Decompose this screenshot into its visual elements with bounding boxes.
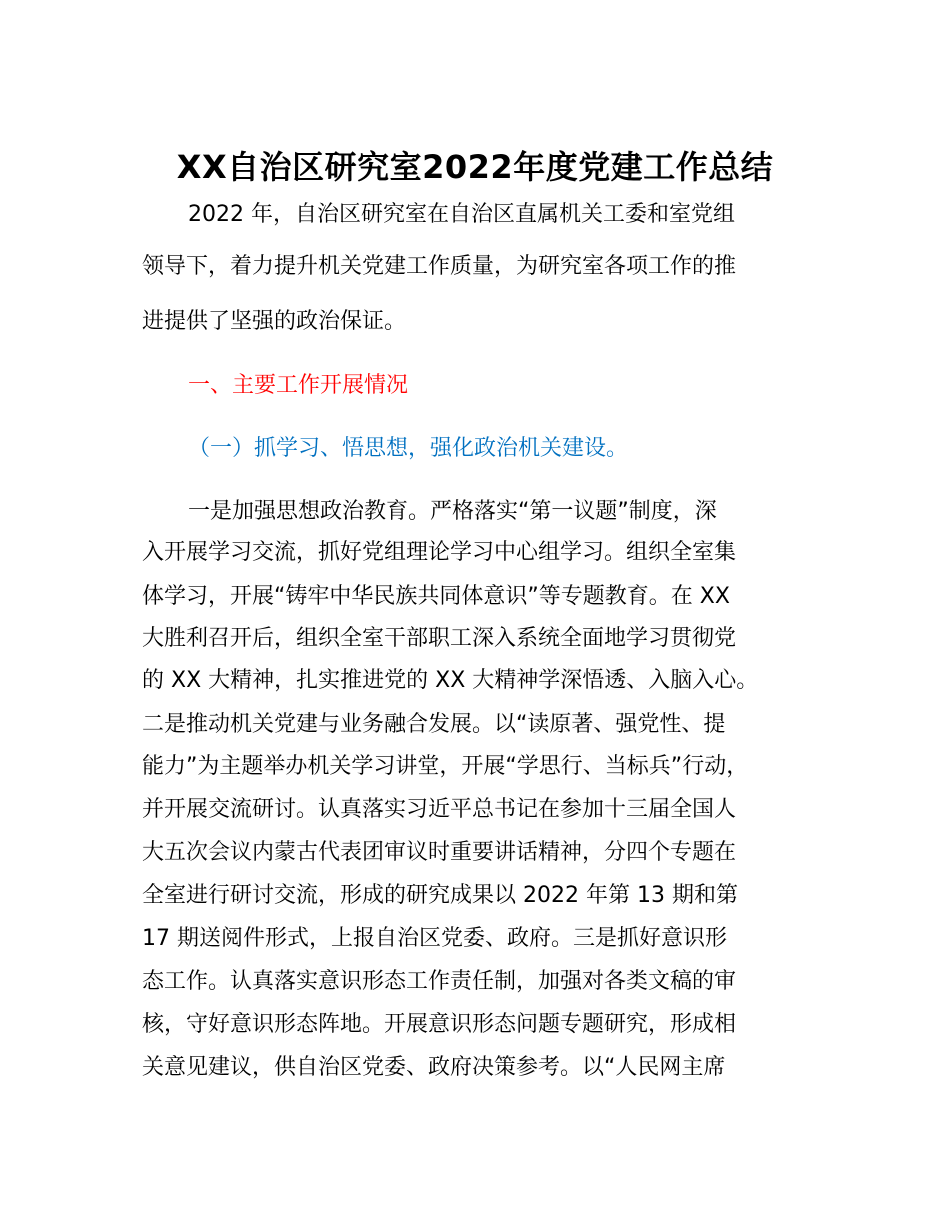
body-line: 大五次会议内蒙古代表团审议时重要讲话精神，分四个专题在 (142, 840, 737, 865)
body-line: 大胜利召开后，组织全室干部职工深入系统全面地学习贯彻党 (142, 626, 737, 651)
body-line: 能力”为主题举办机关学习讲堂，开展“学思行、当标兵”行动， (142, 754, 749, 779)
body-line: 一是加强思想政治教育。严格落实“第一议题”制度，深 (188, 499, 717, 524)
body-line: 并开展交流研讨。认真落实习近平总书记在参加十三届全国人 (142, 797, 737, 822)
document-title: XX自治区研究室2022年度党建工作总结 (176, 148, 774, 186)
body-line: 关意见建议，供自治区党委、政府决策参考。以“人民网主席 (142, 1055, 726, 1080)
section-heading-2: （一）抓学习、悟思想，强化政治机关建设。 (188, 436, 629, 461)
body-line: 17 期送阅件形式，上报自治区党委、政府。三是抓好意识形 (142, 926, 727, 951)
intro-line: 2022 年，自治区研究室在自治区直属机关工委和室党组 (188, 202, 735, 227)
body-line: 入开展学习交流，抓好党组理论学习中心组学习。组织全室集 (142, 540, 737, 565)
section-heading-1: 一、主要工作开展情况 (188, 373, 409, 398)
intro-line: 领导下，着力提升机关党建工作质量，为研究室各项工作的推 (142, 254, 737, 279)
body-line: 体学习，开展“铸牢中华民族共同体意识”等专题教育。在 XX (142, 584, 730, 609)
intro-line: 进提供了坚强的政治保证。 (142, 309, 407, 334)
body-line: 的 XX 大精神，扎实推进党的 XX 大精神学深悟透、入脑入心。 (142, 668, 759, 693)
body-line: 二是推动机关党建与业务融合发展。以“读原著、强党性、提 (142, 712, 726, 737)
body-line: 核，守好意识形态阵地。开展意识形态问题专题研究，形成相 (142, 1012, 737, 1037)
body-line: 态工作。认真落实意识形态工作责任制，加强对各类文稿的审 (142, 969, 737, 994)
body-line: 全室进行研讨交流，形成的研究成果以 2022 年第 13 期和第 (142, 883, 738, 908)
